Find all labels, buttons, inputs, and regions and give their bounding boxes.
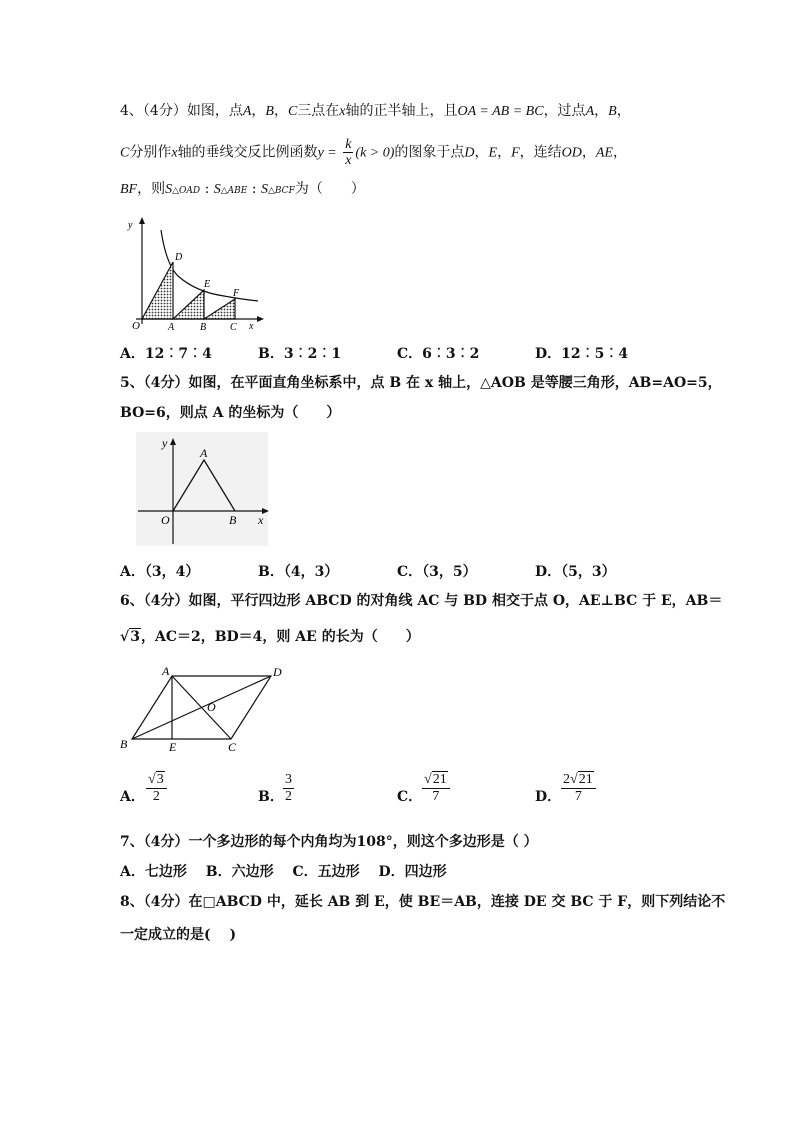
q4-option-a[interactable]: A．12︰7︰4 xyxy=(120,346,212,362)
q4-curve xyxy=(161,230,258,301)
q4-label-e: E xyxy=(204,279,211,290)
q5-figure xyxy=(136,432,274,548)
q7-options[interactable]: A．七边形 B．六边形 C．五边形 D．四边形 xyxy=(120,864,447,880)
q8-line-1: 8、（4分）在□ABCD 中，延长 AB 到 E，使 BE＝AB，连接 DE 交 BC 于 F，则下列结论不 xyxy=(120,894,726,910)
q5-label-y: y xyxy=(162,436,168,450)
triangle-bcf xyxy=(204,299,235,319)
q4-y-arrow xyxy=(139,217,145,224)
q5-option-c[interactable]: C．（3，5） xyxy=(397,564,477,580)
triangle-oad xyxy=(142,262,173,319)
q5-option-b[interactable]: B．（4，3） xyxy=(258,564,339,580)
q6-option-a-label[interactable]: A． xyxy=(120,789,145,805)
q6-label-o: O xyxy=(207,700,216,714)
q6-label-a: A xyxy=(162,664,170,678)
q5-label-o: O xyxy=(161,513,170,527)
q4-x-arrow xyxy=(257,316,264,322)
q6-figure xyxy=(116,662,292,754)
diagonal-bd xyxy=(132,676,271,739)
q6-label-d: D xyxy=(273,665,282,679)
q4-fraction: $\frac{k}{x}$ xyxy=(345,137,352,168)
q6-option-d-label[interactable]: D． xyxy=(535,789,562,805)
q5-line-2: BO=6，则点 A 的坐标为（ ） xyxy=(120,405,341,421)
q4-label-f: F xyxy=(233,288,240,299)
q4-label-d: D xyxy=(175,252,183,263)
q6-option-a-value: $\frac{√3}{2}$ xyxy=(146,772,167,805)
q4-figure xyxy=(118,212,268,334)
q6-sqrt3: 3 xyxy=(130,629,140,645)
q4-option-c[interactable]: C．6︰3︰2 xyxy=(397,346,480,362)
q5-label-x: x xyxy=(258,513,264,527)
triangle-abe xyxy=(173,290,204,319)
q4-label-a: A xyxy=(168,322,175,333)
q5-option-d[interactable]: D．（5，3） xyxy=(535,564,616,580)
q6-label-c: C xyxy=(228,740,237,754)
q6-line-1: 6、（4分）如图，平行四边形 ABCD 的对角线 AC 与 BD 相交于点 O，AE⊥BC 于 E，AB＝ xyxy=(120,593,723,609)
q4-option-d[interactable]: D．12︰5︰4 xyxy=(535,346,629,362)
q6-option-c-value: $\frac{√21}{7}$ xyxy=(422,772,450,805)
q7-line-1: 7、（4分）一个多边形的每个内角均为108°，则这个多边形是（ ） xyxy=(120,834,538,850)
q5-line-1: 5、（4分）如图，在平面直角坐标系中，点 B 在 x 轴上，△AOB 是等腰三角形，AB=AO=5， xyxy=(120,375,722,391)
q4-label-c: C xyxy=(230,322,237,333)
q6-option-d-value: $\frac{2√21}{7}$ xyxy=(561,772,596,805)
q4-line-2: C分别作x轴的垂线交反比例函数y = $\frac{k}{x}$ (k > 0)的图象于点D，E，F，连结OD，AE， xyxy=(120,137,627,168)
q4-label-x: x xyxy=(249,321,254,332)
q4-line-1: 4、（4分）如图，点A，B，C三点在x轴的正半轴上，且OA = AB = BC，过点A，B， xyxy=(120,103,631,119)
q4-option-b[interactable]: B．3︰2︰1 xyxy=(258,346,342,362)
q6-option-c-label[interactable]: C． xyxy=(397,789,423,805)
q4-label-y: y xyxy=(128,220,133,231)
q5-label-b: B xyxy=(229,513,237,527)
q4-label-o: O xyxy=(132,320,140,332)
q6-label-b: B xyxy=(120,737,128,751)
q6-option-b-value: $\frac{3}{2}$ xyxy=(285,772,292,804)
q6-option-b-label[interactable]: B． xyxy=(258,789,284,805)
q6-line-2: √3，AC＝2，BD＝4，则 AE 的长为（ ） xyxy=(120,629,420,645)
q5-option-a[interactable]: A．（3，4） xyxy=(120,564,200,580)
q5-label-a: A xyxy=(200,446,208,460)
q8-line-2: 一定成立的是( ) xyxy=(120,927,237,943)
q6-label-e: E xyxy=(169,740,177,754)
q4-line-3: BF，则S△OAD : S△ABE : S△BCF为（ ） xyxy=(120,181,365,197)
q4-label-b: B xyxy=(200,322,207,333)
